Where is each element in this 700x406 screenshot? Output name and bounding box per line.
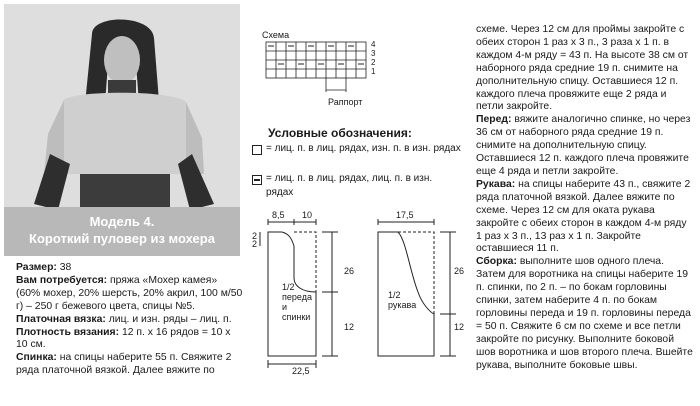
caption-subtitle: Короткий пуловер из мохера [29,231,215,246]
garter-value: лиц. и изн. ряды – лиц. п. [108,313,232,325]
legend-blank-icon [252,145,262,155]
sleeves-label: Рукава: [476,178,516,190]
sleeve-label-line: рукава [388,300,417,310]
front-height-2: 12 [344,322,355,332]
back-value: на спицы наберите 55 п. Свяжите 2 ряда платочной вязкой. Далее вяжите по [16,352,232,377]
front-label-heading: Перед: [476,114,512,126]
front-label-line: спинки [282,312,311,322]
sleeve-pattern [372,212,472,382]
front-label [282,282,312,322]
legend-dash-icon [252,175,262,185]
legend-item-1 [252,142,462,156]
legend-item-2-text: = лиц. п. в лиц. рядах, лиц. п. в изн. рядах [266,173,433,198]
front-width: 22,5 [292,366,310,376]
row-number: 4 [371,40,376,49]
back-continued: схеме. Через 12 см для проймы закройте с обеих сторон 1 раз х 3 п., 3 раза х 1 п. в каждом 4-м ряду = 43 п. На высоте 38 см от наборного ряда средние 19 п. снимите на дополнительную спицу. Оставшиеся 12 п. каждого плеча провяжите еще 2 ряда и петли закройте. [476,24,689,113]
assembly-label: Сборка: [476,256,517,268]
front-height-1: 26 [344,266,355,276]
garter-label: Платочная вязка: [16,313,106,325]
size-label: Размер: [16,262,57,273]
left-text-column [16,262,244,378]
front-label-line: переда [282,292,312,302]
front-text: вяжите аналогично спинке, но через 36 см от наборного ряда средние 19 п. снимите на дополнительную спицу. Оставшиеся 12 п. каждого плеча провяжите еще 4 ряда и петли закройте. [476,114,691,177]
sleeve-label [388,290,416,310]
legend-title: Условные обозначения: [268,126,412,140]
front-top-width-1: 8,5 [272,210,285,220]
sleeve-top-width: 17,5 [396,210,414,220]
front-small-heights [252,232,257,248]
assembly-text: выполните шов одного плеча. Затем для воротника на спицы наберите 19 п. спинки, по 2 п. – по бокам горловины спинки, затем наберите 4 п. по бокам горловины переда и 19 п. горловины переда = 50 п. Свяжите 6 см по схеме и все петли закройте по рисунку. Выполните боковой шов воротника и шов второго плеча. Вшейте рукава, выполните боковые швы. [476,256,693,371]
sleeve-label-line: 1/2 [388,290,401,300]
right-text-column [476,24,694,372]
front-label-line: 1/2 [282,282,295,292]
legend-item-1-text: = лиц. п. в лиц. рядах, изн. п. в изн. рядах [266,143,461,154]
density-label: Плотность вязания: [16,326,120,338]
small-height: 2 [252,239,258,249]
size-value: 38 [59,262,72,273]
front-top-width-2: 10 [302,210,313,220]
scheme-grid [262,40,382,116]
row-number: 1 [371,67,376,76]
scheme-row-numbers [371,40,375,76]
row-number: 2 [371,58,376,67]
row-number: 3 [371,49,376,58]
sleeves-text: на спицы наберите 43 п., свяжите 2 ряда платочной вязкой. Далее вяжите по схеме. Через 12 см для оката рукава закройте с обеих сторон в каждом 4-м ряду 1 раз х 3 п., 13 раз х 1 п. Закройте оставшиеся 11 п. [476,178,691,255]
sleeve-height-2: 12 [454,322,465,332]
front-label-line: и [282,302,288,312]
legend-item-2 [252,172,462,200]
repeat-label: Раппорт [328,97,363,107]
model-caption [4,207,240,256]
caption-title: Модель 4. [89,214,155,229]
needed-label: Вам потребуется: [16,274,108,286]
sleeve-height-1: 26 [454,266,465,276]
scheme-title: Схема [262,30,290,40]
density-value: 12 п. х 16 рядов = 10 х 10 см. [16,326,231,351]
needed-value: пряжа «Мохер камея» (60% мохер, 20% шерсть, 20% акрил, 100 м/50 г) – 250 г бежевого цвета, спицы №5. [16,274,243,312]
back-label: Спинка: [16,352,57,364]
small-height: 2 [252,231,258,241]
